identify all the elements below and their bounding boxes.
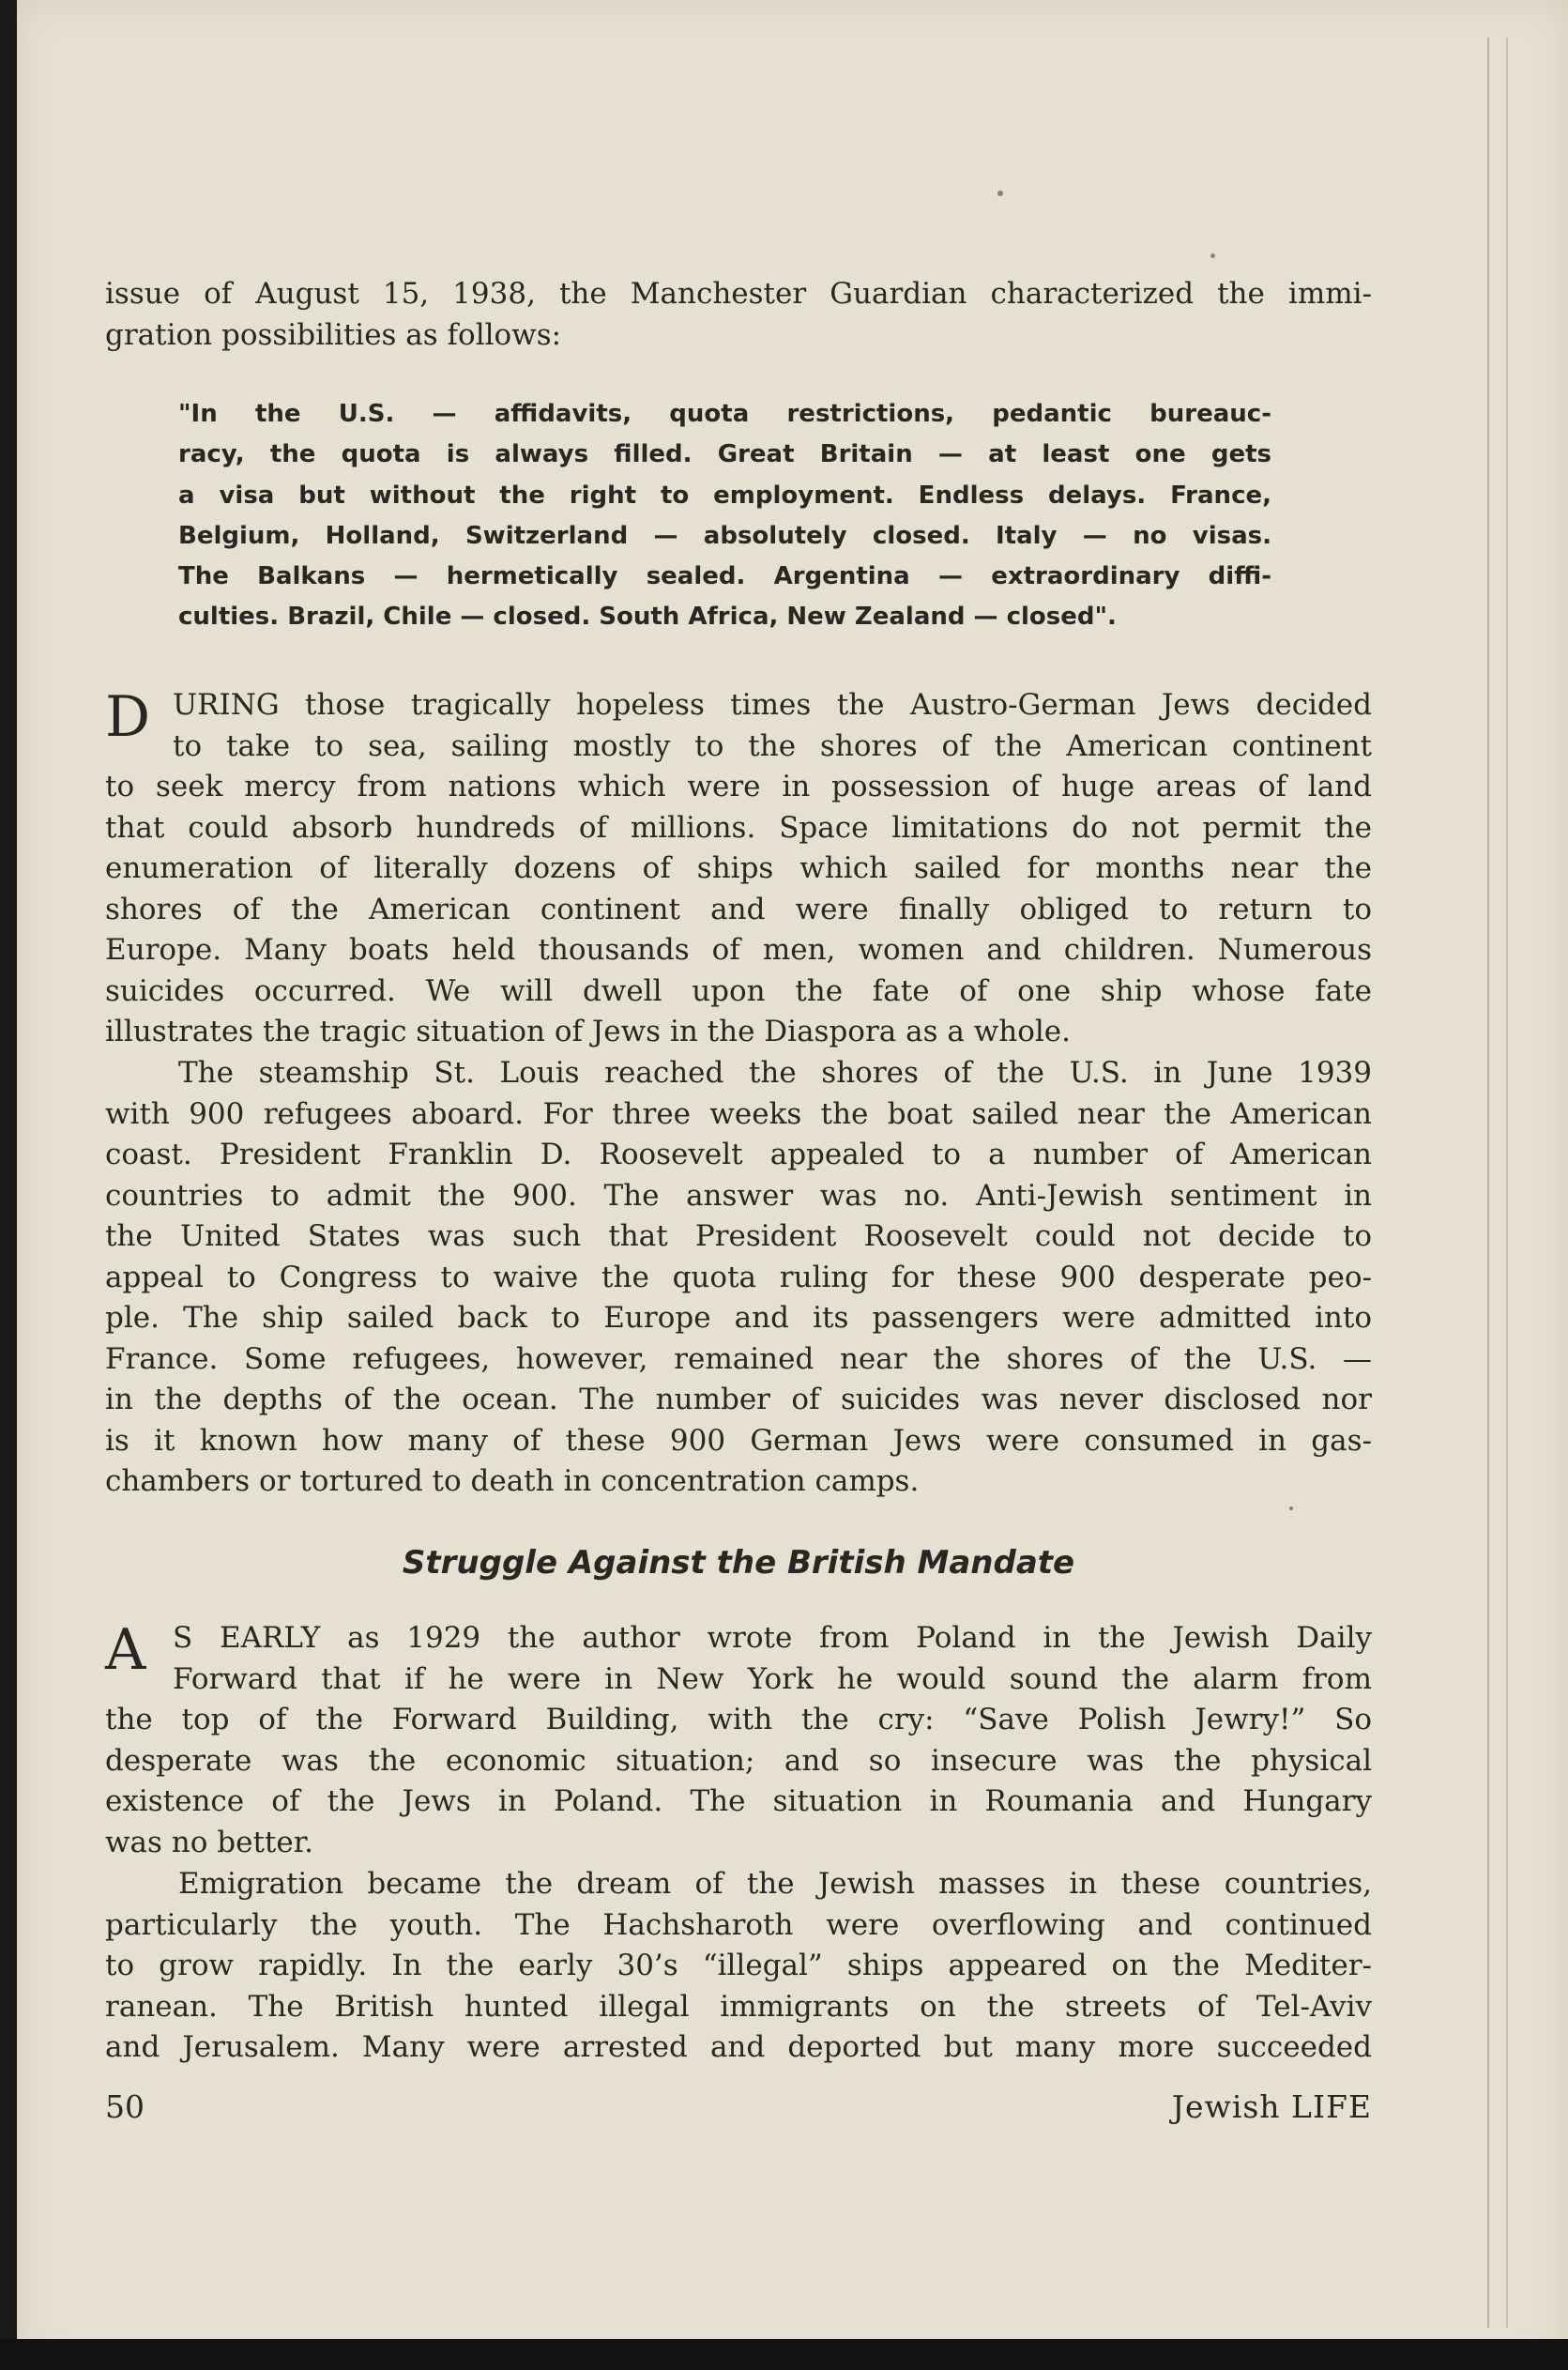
paragraph-during <box>105 685 1372 1053</box>
intro-paragraph <box>105 274 1372 356</box>
drop-cap: A <box>105 1617 146 1683</box>
page-edge <box>1487 38 1489 2328</box>
text-line: enumeration of literally dozens of ships which sailed for months near the <box>105 851 1372 885</box>
text-line: the United States was such that President Roosevelt could not decide to <box>105 1219 1372 1253</box>
quote-line: a visa but without the right to employment. Endless delays. France, <box>178 481 1271 510</box>
paragraph-emigration <box>105 1864 1372 2069</box>
text-line: France. Some refugees, however, remained near the shores of the U.S. — <box>105 1341 1372 1376</box>
text-line: appeal to Congress to waive the quota ruling for these 900 desperate peo- <box>105 1260 1372 1294</box>
speck <box>1289 1506 1293 1510</box>
speck <box>1210 253 1215 258</box>
page-number: 50 <box>105 2088 145 2125</box>
text-line: to seek mercy from nations which were in possession of huge areas of land <box>105 770 1372 803</box>
text-line: Emigration became the dream of the Jewish masses in these countries, <box>178 1867 1372 1901</box>
text-line: was no better. <box>105 1825 313 1859</box>
text-line: is it known how many of these 900 German Jews were consumed in gas- <box>105 1423 1372 1458</box>
text-line: to take to sea, sailing mostly to the shores of the American continent <box>173 728 1372 763</box>
text-line: ple. The ship sailed back to Europe and its passengers were admitted into <box>105 1301 1372 1335</box>
quote-line: racy, the quota is always filled. Great Britain — at least one gets <box>178 440 1271 469</box>
quote-line: "In the U.S. — affidavits, quota restrictions, pedantic bureauc- <box>178 400 1271 428</box>
text-line: to grow rapidly. In the early 30’s “illegal” ships appeared on the Mediter- <box>105 1949 1372 1982</box>
speck <box>997 191 1003 196</box>
text-line: illustrates the tragic situation of Jews in the Diaspora as a whole. <box>105 1015 1071 1048</box>
text-line: URING those tragically hopeless times the Austro-German Jews decided <box>173 688 1372 722</box>
text-line: existence of the Jews in Poland. The situation in Roumania and Hungary <box>105 1784 1372 1818</box>
text-line: shores of the American continent and were finally obliged to return to <box>105 892 1372 926</box>
drop-cap: D <box>105 684 151 750</box>
paragraph-st-louis <box>105 1053 1372 1503</box>
text-line: suicides occurred. We will dwell upon the fate of one ship whose fate <box>105 973 1372 1008</box>
text-line: chambers or tortured to death in concentration camps. <box>105 1464 920 1498</box>
scan-bottom-border <box>0 2339 1568 2370</box>
text-line: S EARLY as 1929 the author wrote from Poland in the Jewish Daily <box>173 1621 1372 1655</box>
text-line: and Jerusalem. Many were arrested and deported but many more succeeded <box>105 2030 1372 2064</box>
text-line: The steamship St. Louis reached the shores of the U.S. in June 1939 <box>178 1056 1372 1090</box>
text-line: Europe. Many boats held thousands of men, women and children. Numerous <box>105 933 1372 967</box>
quote-line: culties. Brazil, Chile — closed. South Africa, New Zealand — closed". <box>178 603 1117 632</box>
publication-name: Jewish LIFE <box>1171 2088 1372 2125</box>
block-quote <box>178 394 1271 638</box>
text-line: issue of August 15, 1938, the Manchester Guardian characterized the immi- <box>105 277 1372 311</box>
text-line: particularly the youth. The Hachsharoth were overflowing and continued <box>105 1907 1372 1942</box>
quote-line: Belgium, Holland, Switzerland — absolutely closed. Italy — no visas. <box>178 521 1271 550</box>
quote-line: The Balkans — hermetically sealed. Argentina — extraordinary diffi- <box>178 562 1271 591</box>
text-line: with 900 refugees aboard. For three weeks the boat sailed near the American <box>105 1096 1372 1131</box>
paragraph-as-early <box>105 1618 1372 1863</box>
text-line: coast. President Franklin D. Roosevelt appealed to a number of American <box>105 1138 1372 1171</box>
text-line: desperate was the economic situation; and so insecure was the physical <box>105 1743 1372 1778</box>
text-line: Forward that if he were in New York he would sound the alarm from <box>173 1661 1372 1696</box>
text-line: ranean. The British hunted illegal immigrants on the streets of Tel-Aviv <box>105 1989 1372 2024</box>
text-line: that could absorb hundreds of millions. Space limitations do not permit the <box>105 810 1372 845</box>
text-line: gration possibilities as follows: <box>105 317 562 352</box>
section-heading: Struggle Against the British Mandate <box>402 1544 1075 1582</box>
text-line: countries to admit the 900. The answer was no. Anti-Jewish sentiment in <box>105 1178 1372 1213</box>
scan-left-border <box>0 0 17 2370</box>
page-edge <box>1506 38 1508 2328</box>
text-line: in the depths of the ocean. The number of suicides was never disclosed nor <box>105 1383 1372 1416</box>
text-line: the top of the Forward Building, with the cry: “Save Polish Jewry!” So <box>105 1703 1372 1736</box>
